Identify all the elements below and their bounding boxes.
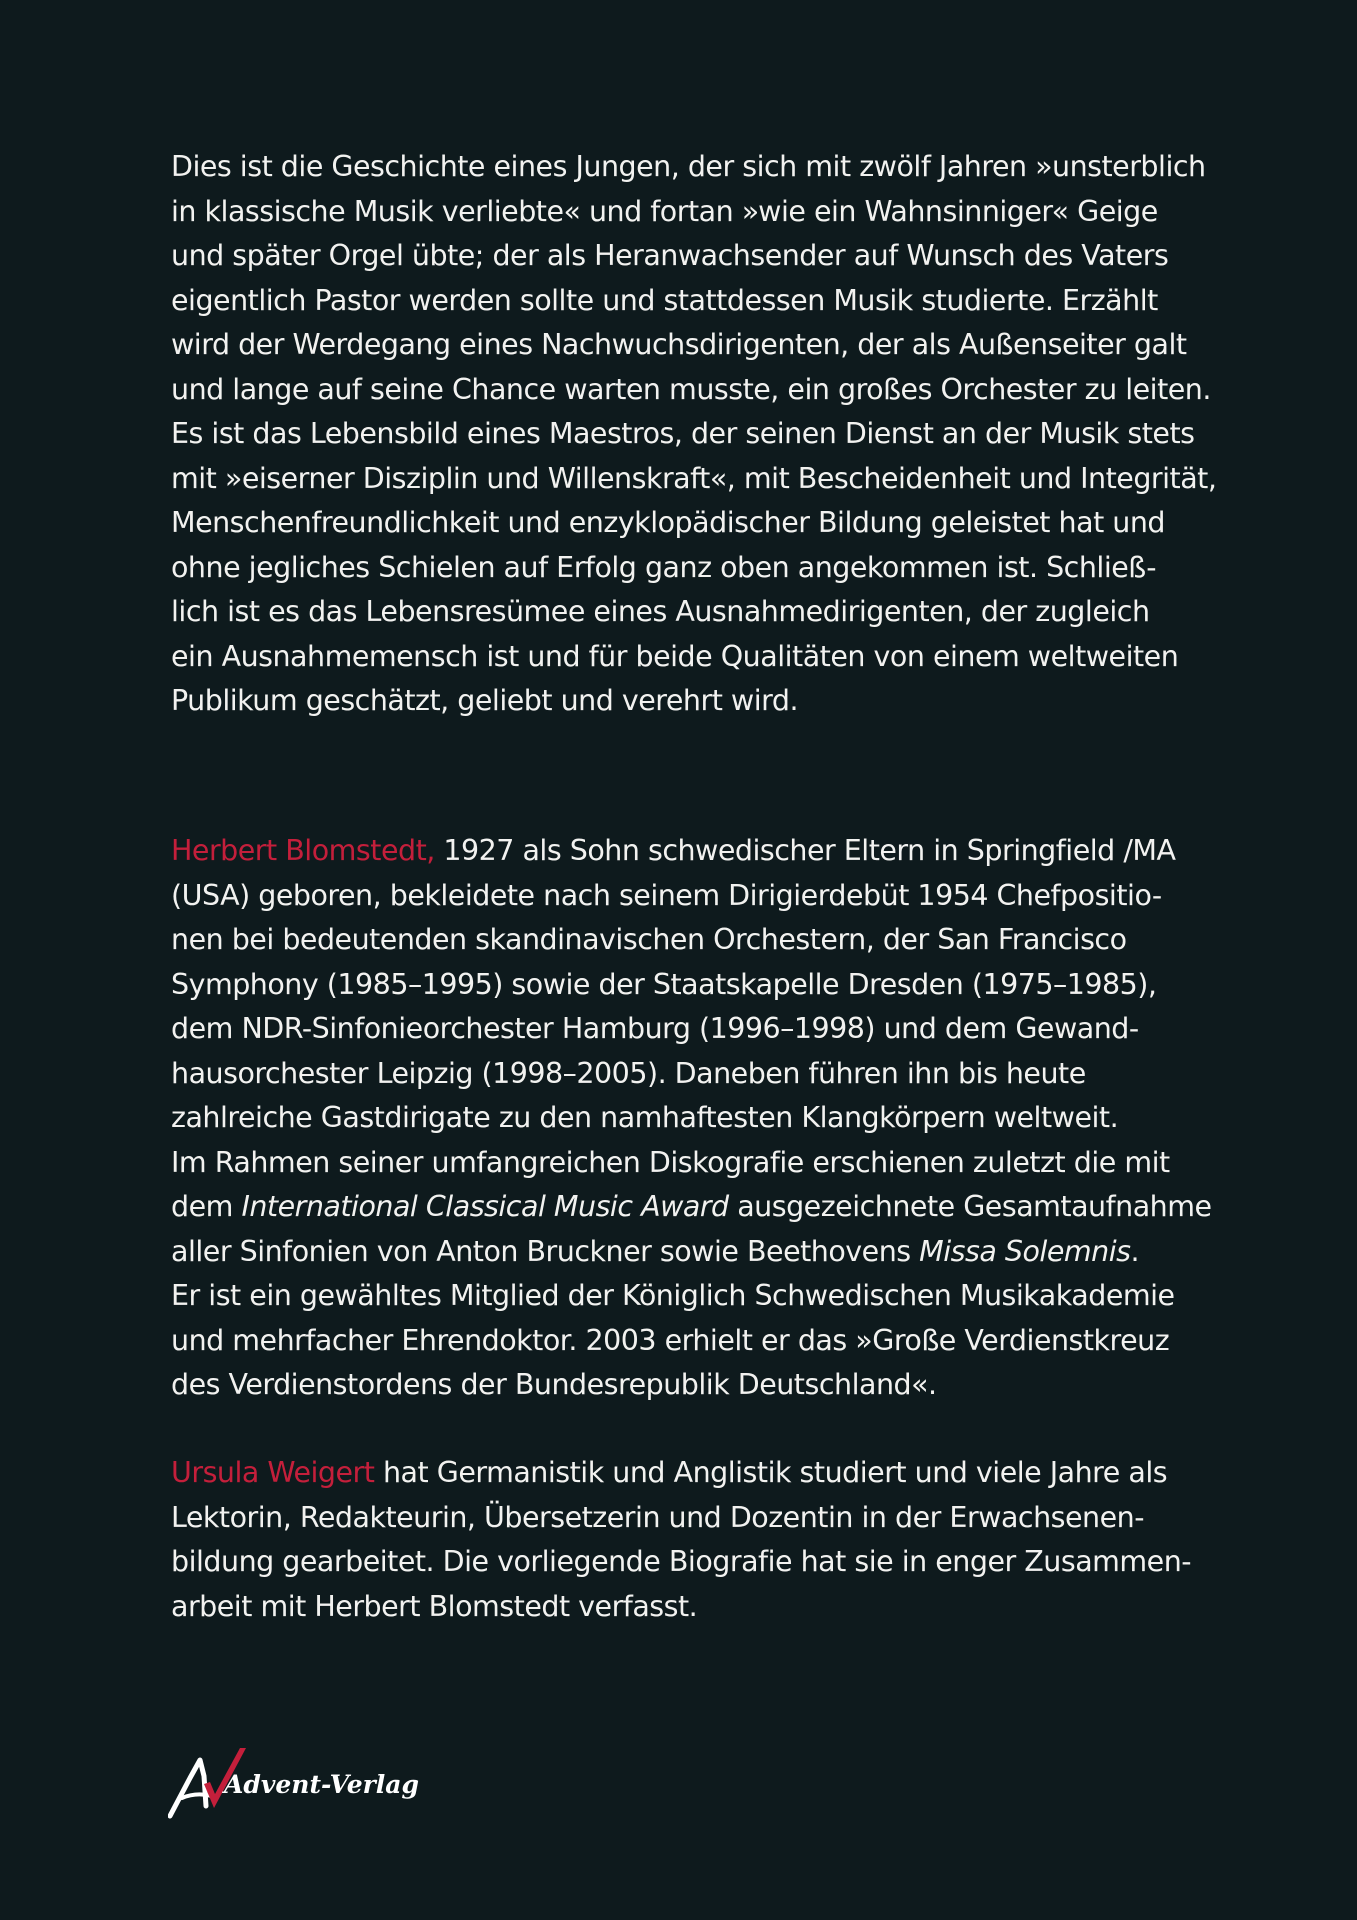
blomstedt-bio xyxy=(171,829,1221,1408)
text-line: (USA) geboren, bekleidete nach seinem Dirigierdebüt 1954 Chefpositio- xyxy=(171,878,1162,912)
text-line: mit »eiserner Disziplin und Willenskraft«, mit Bescheidenheit und Integrität, xyxy=(171,461,1217,495)
text-segment: . xyxy=(1130,1234,1140,1268)
text-line: Dies ist die Geschichte eines Jungen, der sich mit zwölf Jahren »unsterblich xyxy=(171,150,1206,183)
text-line: Es ist das Lebensbild eines Maestros, der seinen Dienst an der Musik stets xyxy=(171,417,1195,450)
text-line: Er ist ein gewähltes Mitglied der Königlich Schwedischen Musikakademie xyxy=(171,1279,1175,1312)
text-line: Symphony (1985–1995) sowie der Staatskapelle Dresden (1975–1985), xyxy=(171,967,1157,1001)
text-line: arbeit mit Herbert Blomstedt verfasst. xyxy=(171,1589,698,1623)
text-segment: aller Sinfonien von Anton Bruckner sowie Beethovens xyxy=(171,1234,920,1268)
author-name: Ursula Weigert xyxy=(171,1456,375,1489)
text-segment: hat Germanistik und Anglistik studiert und viele Jahre als xyxy=(374,1456,1168,1489)
text-line: und mehrfacher Ehrendoktor. 2003 erhielt er das »Große Verdienstkreuz xyxy=(171,1323,1170,1357)
publisher-logo xyxy=(168,1740,428,1820)
text-line: nen bei bedeutenden skandinavischen Orchestern, der San Francisco xyxy=(171,923,1127,956)
text-line xyxy=(171,1451,1221,1496)
text-line: lich ist es das Lebensresümee eines Ausnahmedirigenten, der zugleich xyxy=(171,595,1150,628)
text-line: dem NDR-Sinfonieorchester Hamburg (1996–1998) und dem Gewand- xyxy=(171,1012,1139,1045)
text-line: zahlreiche Gastdirigate zu den namhaftesten Klangkörpern weltweit. xyxy=(171,1101,1119,1134)
text-line: ein Ausnahmemensch ist und für beide Qualitäten von einem weltweiten xyxy=(171,639,1179,673)
work-title: Missa Solemnis xyxy=(919,1234,1131,1268)
text-line: hausorchester Leipzig (1998–2005). Daneben führen ihn bis heute xyxy=(171,1056,1086,1090)
text-line: eigentlich Pastor werden sollte und stattdessen Musik studierte. Erzählt xyxy=(171,283,1158,317)
text-line xyxy=(171,1185,1221,1230)
text-segment: 1927 als Sohn schwedischer Eltern in Springfield /MA xyxy=(434,834,1176,867)
text-segment: dem xyxy=(171,1190,242,1223)
text-line: Im Rahmen seiner umfangreichen Diskografie erschienen zuletzt die mit xyxy=(171,1145,1170,1179)
award-title: International Classical Music Award xyxy=(241,1190,729,1223)
text-line: und lange auf seine Chance warten musste, ein großes Orchester zu leiten. xyxy=(171,372,1211,406)
text-line: des Verdienstordens der Bundesrepublik Deutschland«. xyxy=(171,1368,937,1401)
text-line xyxy=(171,1230,1221,1275)
text-line: Lektorin, Redakteurin, Übersetzerin und Dozentin in der Erwachsenen- xyxy=(171,1500,1144,1534)
text-line: bildung gearbeitet. Die vorliegende Biografie hat sie in enger Zusammen- xyxy=(171,1545,1192,1578)
weigert-bio xyxy=(171,1451,1221,1629)
intro-paragraph xyxy=(171,145,1221,724)
text-line xyxy=(171,829,1221,874)
publisher-name: Advent-Verlag xyxy=(224,1770,419,1799)
text-line: Menschenfreundlichkeit und enzyklopädischer Bildung geleistet hat und xyxy=(171,506,1166,539)
text-line: in klassische Musik verliebte« und fortan »wie ein Wahnsinniger« Geige xyxy=(171,194,1158,228)
text-line: ohne jegliches Schielen auf Erfolg ganz oben angekommen ist. Schließ- xyxy=(171,550,1157,584)
text-line: wird der Werdegang eines Nachwuchsdirigenten, der als Außenseiter galt xyxy=(171,328,1187,361)
text-segment: ausgezeichnete Gesamtaufnahme xyxy=(728,1190,1212,1223)
text-line: Publikum geschätzt, geliebt und verehrt wird. xyxy=(171,684,799,717)
author-name: Herbert Blomstedt, xyxy=(171,834,435,867)
text-line: und später Orgel übte; der als Heranwachsender auf Wunsch des Vaters xyxy=(171,239,1169,272)
